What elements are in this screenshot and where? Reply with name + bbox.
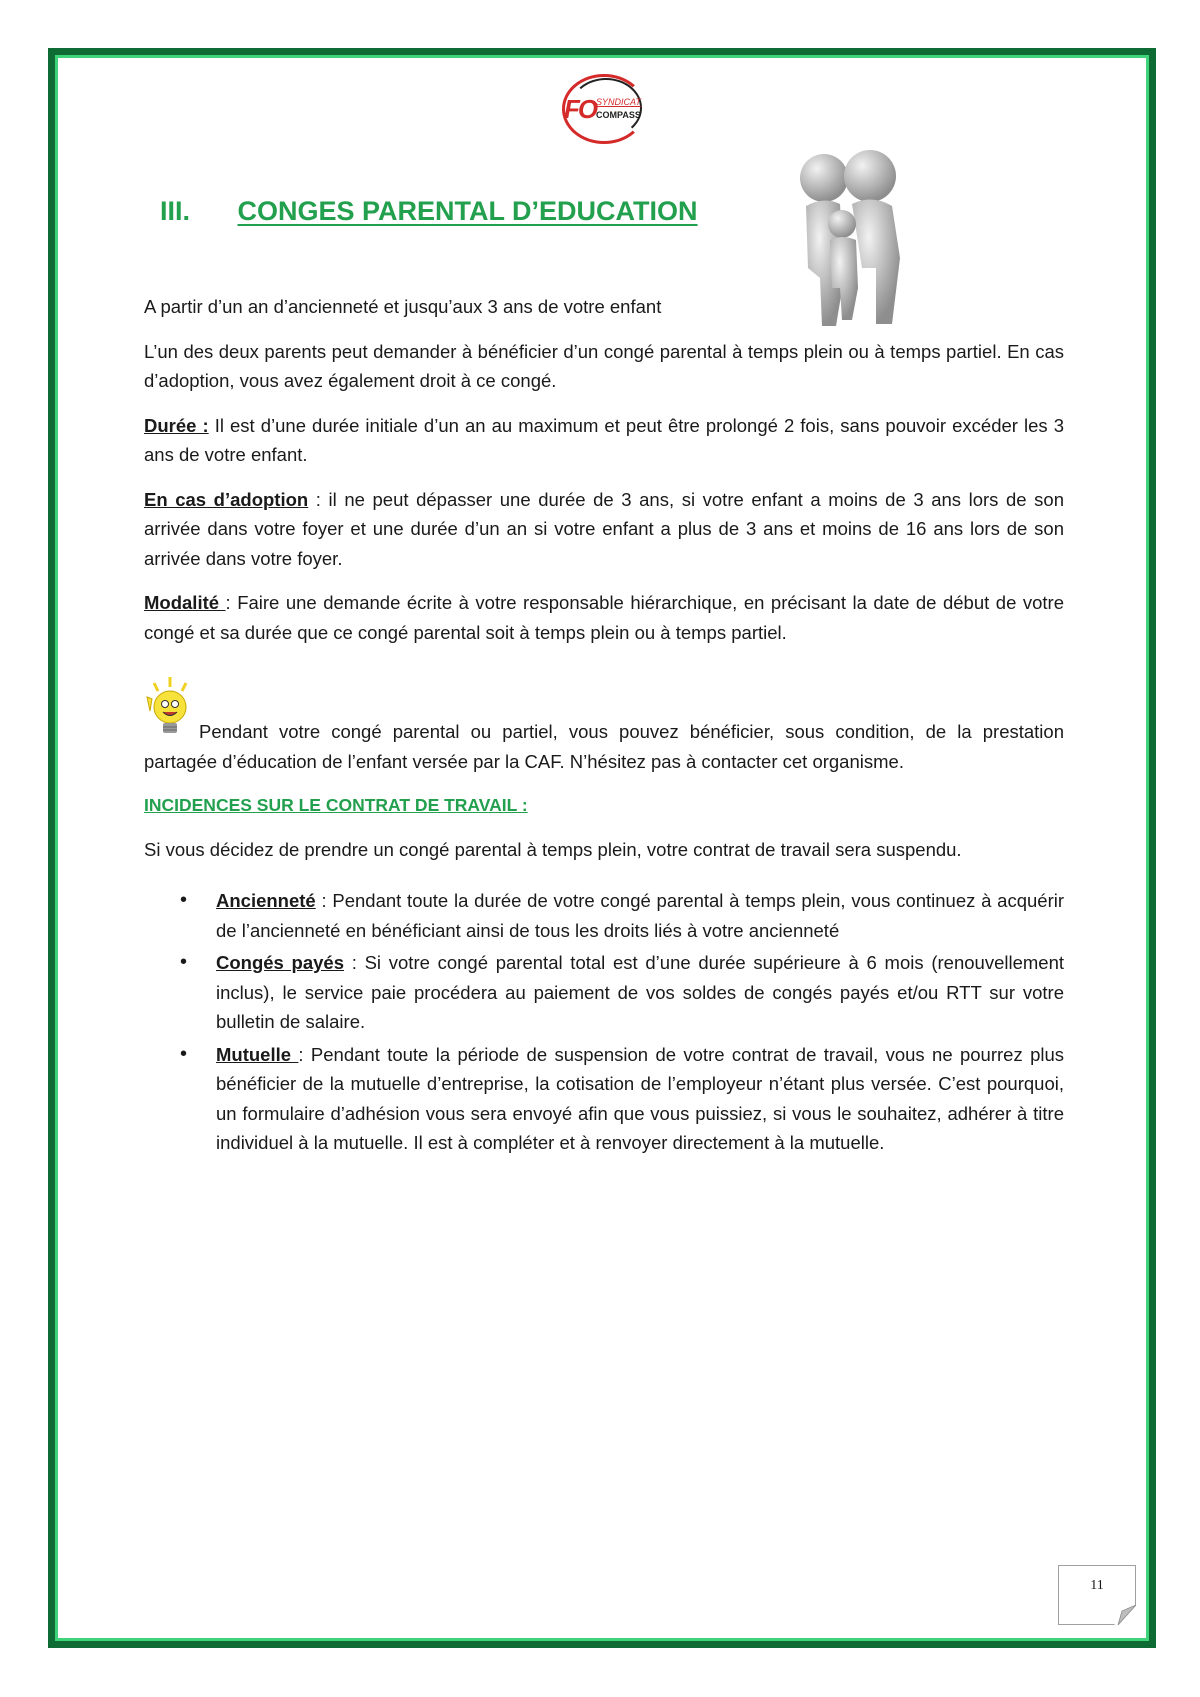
section-title xyxy=(160,196,698,227)
logo-line1: SYNDICAT xyxy=(596,97,641,107)
duree-paragraph xyxy=(144,411,1064,470)
duree-text: Il est d’une durée initiale d’un an au maximum et peut être prolongé 2 fois, sans pouvoir excéder les 3 ans de votre enfant. xyxy=(144,414,1064,465)
parents-paragraph: L’un des deux parents peut demander à bénéficier d’un congé parental à temps plein ou à temps partiel. En cas d’adoption, vous avez également droit à ce congé. xyxy=(144,340,1064,391)
list-item-conges-payes xyxy=(216,948,1064,1037)
logo-mark: FO xyxy=(564,94,597,124)
list-item-mutuelle xyxy=(216,1040,1064,1158)
duree-label: Durée : xyxy=(144,414,209,436)
logo-line2: COMPASS xyxy=(596,110,641,120)
intro-paragraph: A partir d’un an d’ancienneté et jusqu’aux 3 ans de votre enfant xyxy=(144,296,662,317)
page-number-box xyxy=(1058,1565,1136,1625)
page-number: 11 xyxy=(1090,1578,1104,1593)
section-title-text: CONGES PARENTAL D’EDUCATION xyxy=(237,196,698,226)
page-curl-icon xyxy=(1114,1605,1136,1625)
bullet-text: : Si votre congé parental total est d’une durée supérieure à 6 mois (renouvellement inclus), le service paie procédera au paiement de vos soldes de congés payés et/ou RTT sur votre bulletin de salaire. xyxy=(216,952,1064,1032)
incidences-intro: Si vous décidez de prendre un congé parental à temps plein, votre contrat de travail sera suspendu. xyxy=(144,838,962,860)
caf-tip-text: Pendant votre congé parental ou partiel, vous pouvez bénéficier, sous condition, de la prestation partagée d’éducation de l’enfant versée par la CAF. N’hésitez pas à contacter cet organisme. xyxy=(144,721,1064,772)
adoption-label: En cas d’adoption xyxy=(144,488,309,510)
incidences-heading: INCIDENCES SUR LE CONTRAT DE TRAVAIL : xyxy=(144,795,528,815)
adoption-paragraph xyxy=(144,485,1064,574)
bullet-text: : Pendant toute la durée de votre congé parental à temps plein, vous continuez à acquérir de l’ancienneté en bénéficiant ainsi de tous les droits liés à votre ancienneté xyxy=(216,890,1064,941)
incidences-list xyxy=(144,886,1064,1158)
adoption-text: : il ne peut dépasser une durée de 3 ans, si votre enfant a moins de 3 ans lors de son arrivée dans votre foyer et une durée d’un an si votre enfant a plus de 3 ans et moins de 16 ans lors de son arrivée dans votre foyer. xyxy=(144,488,1064,569)
document-body xyxy=(144,292,1064,1161)
bullet-text: : Pendant toute la période de suspension de votre contrat de travail, vous ne pourrez plus bénéficier de la mutuelle d’entreprise, la cotisation de l’employeur n’étant plus versée. C’est pourquoi, un formulaire d’adhésion vous sera envoyé afin que vous puissiez, si vous le souhaitez, adhérer à titre individuel à la mutuelle. Il est à compléter et à renvoyer directement à la mutuelle. xyxy=(216,1043,1065,1153)
fo-syndicat-compass-logo xyxy=(560,72,650,147)
section-number: III. xyxy=(160,196,191,226)
caf-tip-paragraph xyxy=(144,681,1064,776)
modalite-paragraph xyxy=(144,588,1064,647)
bullet-label: Mutuelle xyxy=(216,1043,299,1065)
list-item-anciennete xyxy=(216,886,1064,945)
bullet-label: Congés payés xyxy=(216,952,345,973)
modalite-label: Modalité xyxy=(144,592,226,613)
modalite-text: : Faire une demande écrite à votre responsable hiérarchique, en précisant la date de début de votre congé et sa durée que ce congé parental soit à temps plein ou à temps partiel. xyxy=(144,592,1064,643)
bullet-label: Ancienneté xyxy=(216,890,316,911)
lightbulb-icon xyxy=(144,675,196,745)
